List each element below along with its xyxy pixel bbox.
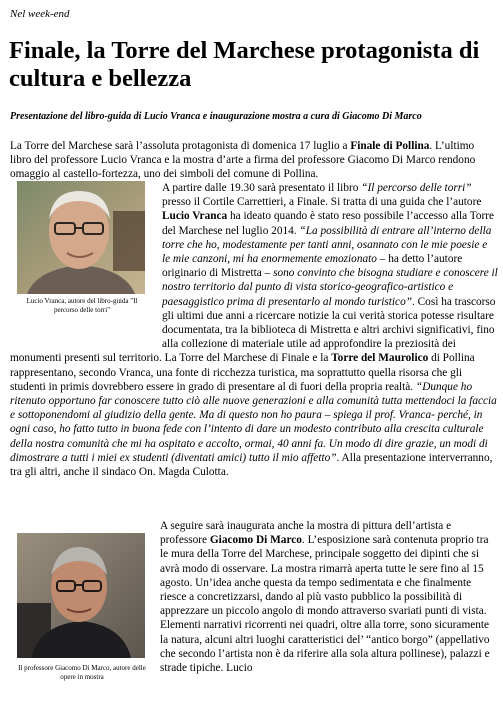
article-subtitle: Presentazione del libro-guida di Lucio Vranca e inaugurazione mostra a cura di Giacomo Di Marco	[10, 111, 422, 122]
section-label: Nel week-end	[10, 8, 70, 20]
body-paragraph-3: A seguire sarà inaugurata anche la mostra di pittura dell’artista e professore Giacomo Di Marco. L’esposizione sarà contenuta proprio tra le mura della Torre del Marchese, principale soggetto dei dipinti che si avrà modo di osservare. La mostra rimarrà aperta tutte le sere fino al 15 agosto. Un’idea anche questa da tempo sedimentata e che finalmente riesce a concretizzarsi, dando al più vasto pubblico la possibilità di apprezzare un piccolo angolo di mondo attraverso svariati punti di vista. Elementi narrativi ricorrenti nei quadri, oltre alla torre, sono sicuramente la natura, alcuni altri luoghi caratteristici del’ “antico borgo” (appellativo che secondo l’artista non è da riferire alla sola altura pollinese), palazzi e strade tipiche. Lucio	[160, 520, 490, 675]
place-name: Finale di Pollina	[350, 140, 430, 152]
caption-lucio-vranca: Lucio Vranca, autore del libro-guida "Il percorso delle torri"	[26, 297, 138, 314]
photo-giacomo-di-marco	[17, 533, 145, 658]
author-name: Lucio Vranca	[162, 210, 228, 223]
book-title: “Il percorso delle torri”	[361, 182, 472, 194]
article-title: Finale, la Torre del Marchese protagonista di cultura e bellezza	[9, 37, 480, 92]
intro-paragraph: La Torre del Marchese sarà l’assoluta protagonista di domenica 17 luglio a Finale di Pollina. L’ultimo libro del professore Lucio Vranca e la mostra d’arte a firma del professore Giacomo Di Marco rendono omaggio al castello-fortezza, uno dei simboli del comune di Pollina.	[10, 140, 476, 181]
body-paragraph-2: A partire dalle 19.30 sarà presentato il libro “Il percorso delle torri” presso il Cortile Carrettieri, a Finale. Si tratta di una guida che l’autore Lucio Vranca ha ideato quando è stato reso possibile l’accesso alla Torre del Marchese nel luglio 2014. “La possibilità di entrare all’interno della torre che ho, modestamente per tanti anni, osannato con le mie poesie e le mie canzoni, mi ha enormemente emozionato – ha detto l’autore originario di Mistretta – sono convinto che bisogna studiare e conoscere il nostro territorio dal punto di vista storico-geografico-artistico e paesaggistico prima di presentarlo al mondo turistico”. Così ha trascorso gli ultimi due anni a ricercare notizie la cui verità storica potesse risultare documentata, tra la biblioteca di Mistretta e altri archivi significativi, fino alla collezione di materiale utile ad approfondire la preziosità dei monumenti presenti sul territorio. La Torre del Marchese di Finale e la Torre del Maurolico di Pollina rappresentano, secondo Vranca, una fonte di ricchezza turistica, ma soprattutto quella risorsa che gli studenti in primis dovrebbero essere in grado di presentare al di fuori della propria realtà. “Dunque ho ritenuto opportuno far conoscere tutto ciò alle nuove generazioni e alla comunità tutta mettendoci la faccia e sottoponendomi al giudizio della gente. Ma di questo non ho paura – spiega il prof. Vranca- perché, in ogni caso, ho fatto tutto in buona fede con l’intento di dare un modesto contributo alla crescita culturale della nostra comunità che mi ha ospitato e accolto, ormai, 40 anni fa. Un modo di dire grazie, un modi di dimostrare a tutti i miei ex studenti (diventati amici) tutto il mio affetto”. Alla presentazione interverranno, tra gli altri, anche il sindaco On. Magda Culotta.	[10, 182, 498, 479]
portrait-illustration-2	[17, 533, 145, 658]
artist-name: Giacomo Di Marco	[209, 534, 302, 547]
caption-giacomo-di-marco: Il professore Giacomo Di Marco, autore delle opere in mostra	[18, 664, 146, 681]
